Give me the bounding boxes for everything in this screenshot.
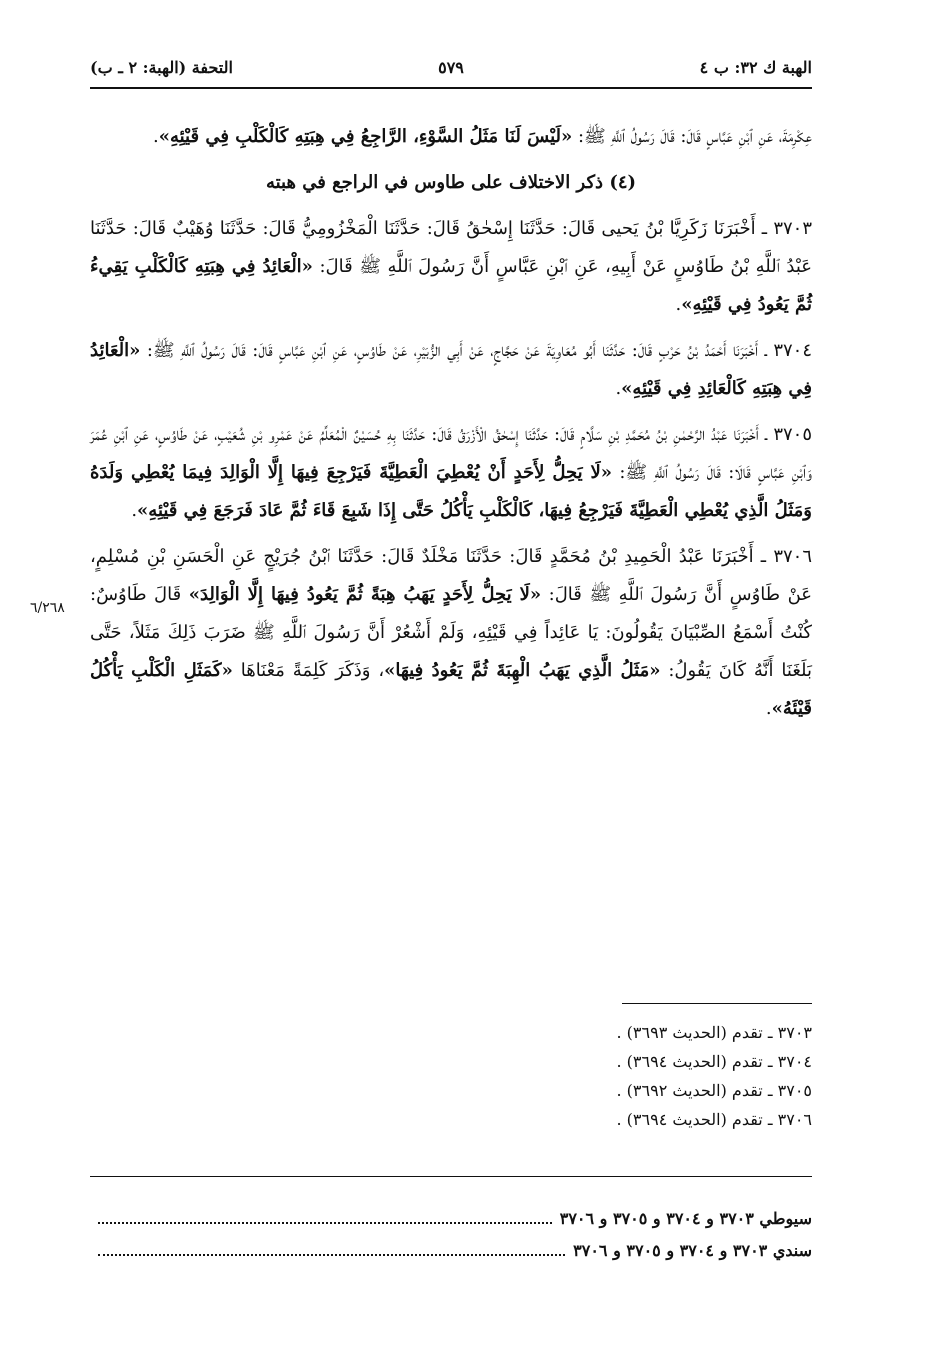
hadith-text-2: قَالَ طَاوُسٌ: كُنْتُ أَسْمَعُ الصِّبْيَانَ يَقُولُونَ: يَا عَائِداً فِي قَيْئِهِ، وَلَمْ أَشْعُرْ أَنَّ رَسُولَ ٱللَّهِ ﷺ ضَرَبَ ذَلِكَ مَثَلاً، حَتَّى بَلَغَنَا أَنَّهُ كَانَ يَقُولُ: — [90, 584, 812, 681]
dotted-leader — [98, 1254, 565, 1256]
hadith-end: . — [675, 294, 682, 315]
bottom-divider — [90, 1176, 812, 1177]
page-number: ٥٧٩ — [438, 58, 464, 77]
ref-line-sindi — [90, 1235, 812, 1267]
hadith-number: ٣٧٠٤ — [773, 340, 812, 361]
hadith-3706 — [90, 538, 812, 728]
hadith-text: ـ أَخْبَرَنَا زَكَرِيَّا بْنُ يَحيى قَالَ: حَدَّثَنَا إِسْحٰقُ قَالَ: حَدَّثَنَا الْمَخْزُومِيُّ قَالَ: حَدَّثَنَا وُهَيْبٌ قَالَ: حَدَّثَنَا عَبْدُ ٱللَّهِ بْنُ طَاوُسٍ عَنْ أَبِيهِ، عَنِ ٱبْنِ عَبَّاسٍ أَنَّ رَسُولَ ٱللَّهِ ﷺ قَالَ: — [90, 218, 812, 277]
ref-text: سيوطي ٣٧٠٣ و ٣٧٠٤ و ٣٧٠٥ و ٣٧٠٦ — [559, 1209, 812, 1228]
hadith-text: ـ أَخْبَرَنَا أَحْمَدُ بْنُ حَرْبٍ قَالَ: حَدَّثَنَا أَبُو مُعَاوِيَةَ عَنْ حَجَّاجٍ، عَنْ أَبِي الزُّبَيْرِ، عَنْ طَاوُسٍ، عَنِ ٱبْنِ عَبَّاسٍ قَالَ: قَالَ رَسُولُ ٱللَّهِ ﷺ: — [140, 340, 774, 361]
dotted-leader — [98, 1222, 552, 1224]
intro-paragraph — [90, 118, 812, 156]
hadith-quote: «لَا يَحِلُّ لِأَحَدٍ أَنْ يُعْطِيَ الْعَطِيَّةَ فَيَرْجِعَ فِيهَا إِلَّا الْوَالِدَ فِيمَا يُعْطِي وَلَدَهُ وَمَثَلُ الَّذِي يُعْطِي الْعَطِيَّةَ فَيَرْجِعُ فِيهَا، كَالْكَلْبِ يَأْكُلُ حَتَّى إِذَا شَبِعَ قَاءَ ثُمَّ عَادَ فَرَجَعَ فِي قَيْئِهِ» — [90, 462, 812, 521]
intro-text: عِكْرِمَةَ، عَنِ ٱبْنِ عَبَّاسٍ قَالَ: قَالَ رَسُولُ ٱللَّهِ ﷺ: — [572, 126, 812, 147]
header-tuhfa: التحفة (الهبة: ٢ ـ ب) — [90, 58, 233, 77]
margin-reference: ٦/٢٦٨ — [30, 600, 65, 616]
hadith-text: ـ أَخْبَرَنَا عَبْدُ الرَّحْمٰنِ بْنُ مُحَمَّدِ بْنِ سَلَّامٍ قَالَ: حَدَّثَنَا إِسْحٰقُ الْأَزْرَقُ قَالَ: حَدَّثَنَا بِهِ حُسَيْنٌ الْمُعَلِّمُ عَنْ عَمْرِو بْنِ شُعَيْبٍ، عَنْ طَاوُسٍ، عَنِ ٱبْنِ عُمَرَ وَٱبْنِ عَبَّاسٍ قَالَا: قَالَ رَسُولُ ٱللَّهِ ﷺ: — [90, 424, 813, 483]
header-divider — [90, 87, 812, 89]
hadith-number: ٣٧٠٣ — [773, 218, 812, 239]
header-chapter: الهبة ك ٣٢: ب ٤ — [699, 58, 812, 77]
footnote-item: ٣٧٠٥ ـ تقدم (الحديث ٣٦٩٢) . — [616, 1081, 812, 1100]
hadith-quote: «لَا يَحِلُّ لِأَحَدٍ يَهَبُ هِبَةً ثُمَّ يَعُودُ فِيهَا إِلَّا الْوَالِدَ» — [188, 584, 542, 605]
hadith-quote-3: «كَمَثَلِ الْكَلْبِ يَأْكُلُ قَيْئَهُ» — [90, 660, 812, 719]
hadith-quote: «الْعَائِدُ فِي هِبَتِهِ كَالْكَلْبِ يَقِيءُ ثُمَّ يَعُودُ فِي قَيْئِهِ» — [90, 256, 812, 315]
ref-line-suyuti — [90, 1203, 812, 1235]
intro-quote: «لَيْسَ لَنَا مَثَلُ السَّوْءِ، الرَّاجِعُ فِي هِبَتِهِ كَالْكَلْبِ فِي قَيْئِهِ» — [158, 126, 573, 147]
hadith-3704 — [90, 332, 812, 408]
hadith-end: . — [765, 698, 772, 719]
running-header — [90, 58, 812, 84]
footnote-item: ٣٧٠٣ ـ تقدم (الحديث ٣٦٩٣) . — [616, 1023, 812, 1042]
hadith-number: ٣٧٠٦ — [773, 546, 812, 567]
hadith-text-3: ، وَذَكَرَ كَلِمَةً مَعْنَاهَا — [232, 660, 385, 681]
hadith-end: . — [131, 500, 138, 521]
main-text — [90, 118, 812, 736]
hadith-quote-2: «مَثَلُ الَّذِي يَهَبُ الْهِبَةَ ثُمَّ يَعُودُ فِيهَا» — [384, 660, 661, 681]
footnote-item: ٣٧٠٦ ـ تقدم (الحديث ٣٦٩٤) . — [616, 1110, 812, 1129]
commentary-references — [90, 1203, 812, 1267]
intro-end: . — [152, 126, 159, 147]
footnote-divider — [622, 1003, 812, 1004]
hadith-number: ٣٧٠٥ — [773, 424, 812, 445]
footnotes — [90, 1018, 812, 1134]
hadith-3705 — [90, 416, 812, 530]
footnote-item: ٣٧٠٤ ـ تقدم (الحديث ٣٦٩٤) . — [616, 1052, 812, 1071]
section-title: (٤) ذكر الاختلاف على طاوس في الراجع في هبته — [265, 172, 637, 193]
ref-text: سندي ٣٧٠٣ و ٣٧٠٤ و ٣٧٠٥ و ٣٧٠٦ — [573, 1241, 812, 1260]
hadith-text: ـ أَخْبَرَنَا عَبْدُ الْحَمِيدِ بْنُ مُحَمَّدٍ قَالَ: حَدَّثَنَا مَخْلَدٌ قَالَ: حَدَّثَنَا ٱبْنُ جُرَيْجٍ عَنِ الْحَسَنِ بْنِ مُسْلِمٍ، عَنْ طَاوُسٍ أَنَّ رَسُولَ ٱللَّهِ ﷺ قَالَ: — [90, 546, 813, 605]
hadith-end: . — [615, 378, 622, 399]
hadith-quote: «الْعَائِدُ فِي هِبَتِهِ كَالْعَائِدِ فِي قَيْئِهِ» — [90, 340, 812, 399]
hadith-3703 — [90, 210, 812, 324]
